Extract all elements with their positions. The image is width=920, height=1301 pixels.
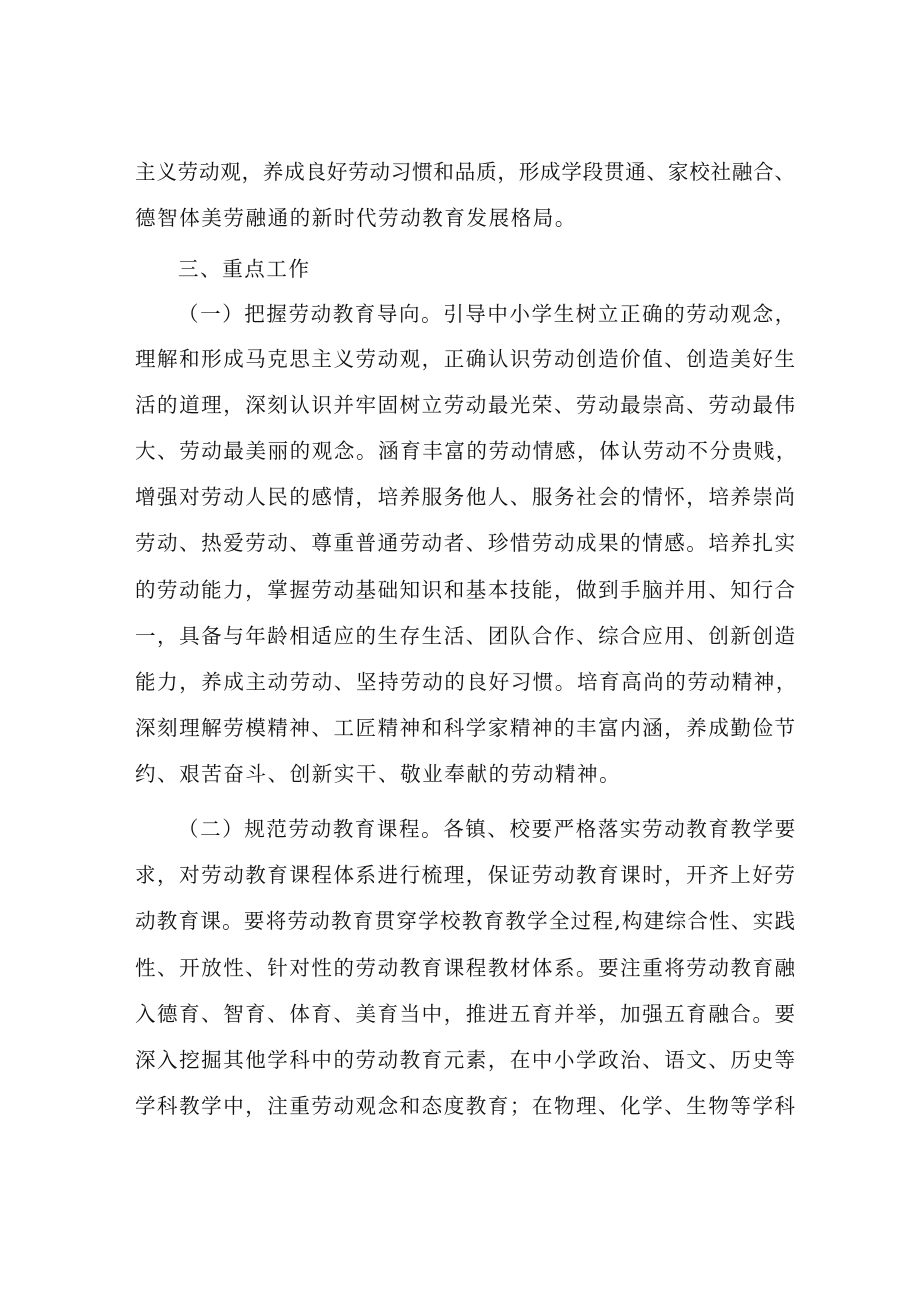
text-line-15: （二）规范劳动教育课程。各镇、校要严格落实劳动教育教学要 bbox=[178, 817, 797, 841]
text-line-18: 性、开放性、针对性的劳动教育课程教材体系。要注重将劳动教育融 bbox=[135, 956, 795, 980]
text-line-5: 理解和形成马克思主义劳动观，正确认识劳动创造价值、创造美好生 bbox=[135, 347, 795, 371]
text-line-9: 劳动、热爱劳动、尊重普通劳动者、珍惜劳动成果的情感。培养扎实 bbox=[135, 531, 795, 555]
text-line-12: 能力，养成主动劳动、坚持劳动的良好习惯。培育高尚的劳动精神， bbox=[135, 670, 798, 694]
text-line-7: 大、劳动最美丽的观念。涵育丰富的劳动情感，体认劳动不分贵贱， bbox=[135, 439, 798, 463]
text-line-16: 求，对劳动教育课程体系进行梳理，保证劳动教育课时，开齐上好劳 bbox=[135, 863, 795, 887]
text-line-21: 学科教学中，注重劳动观念和态度教育；在物理、化学、生物等学科 bbox=[135, 1094, 795, 1118]
text-line-11: 一，具备与年龄相适应的生存生活、团队合作、综合应用、创新创造 bbox=[135, 624, 795, 648]
section-heading: 三、重点工作 bbox=[178, 257, 311, 281]
text-line-13: 深刻理解劳模精神、工匠精神和科学家精神的丰富内涵，养成勤俭节 bbox=[135, 716, 795, 740]
text-line-17: 动教育课。要将劳动教育贯穿学校教育教学全过程,构建综合性、实践 bbox=[135, 909, 795, 933]
text-line-8: 增强对劳动人民的感情，培养服务他人、服务社会的情怀，培养崇尚 bbox=[135, 485, 795, 509]
text-line-2: 德智体美劳融通的新时代劳动教育发展格局。 bbox=[135, 206, 577, 230]
text-line-4: （一）把握劳动教育导向。引导中小学生树立正确的劳动观念， bbox=[178, 302, 797, 326]
text-line-10: 的劳动能力，掌握劳动基础知识和基本技能，做到手脑并用、知行合 bbox=[135, 578, 795, 602]
text-line-6: 活的道理，深刻认识并牢固树立劳动最光荣、劳动最崇高、劳动最伟 bbox=[135, 393, 795, 417]
text-line-20: 深入挖掘其他学科中的劳动教育元素，在中小学政治、语文、历史等 bbox=[135, 1048, 795, 1072]
text-line-19: 入德育、智育、体育、美育当中，推进五育并举，加强五育融合。要 bbox=[135, 1002, 795, 1026]
text-line-14: 约、艰苦奋斗、创新实干、敬业奉献的劳动精神。 bbox=[135, 762, 622, 786]
text-line-1: 主义劳动观，养成良好劳动习惯和品质，形成学段贯通、家校社融合、 bbox=[135, 160, 795, 184]
